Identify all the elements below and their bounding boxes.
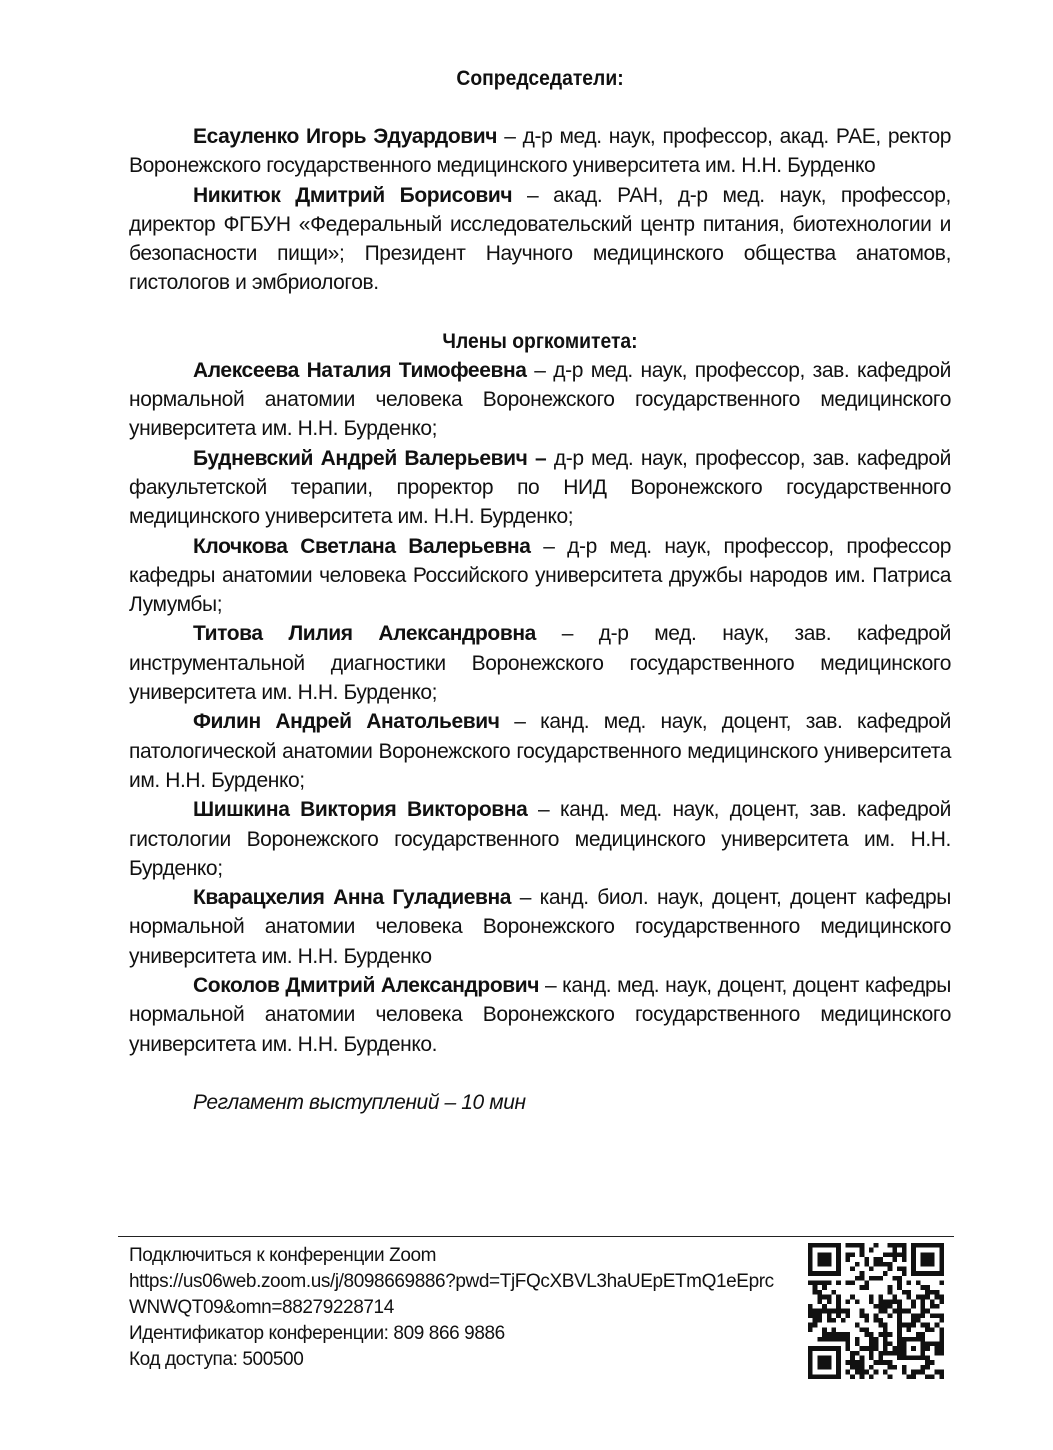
committee-heading: Члены оргкомитета: bbox=[442, 329, 638, 353]
zoom-footer bbox=[129, 1243, 789, 1373]
person-name: Соколов Дмитрий Александрович bbox=[193, 974, 540, 998]
person-description: – канд. мед. наук, доцент, зав. кафедрой патологической анатомии Воронежского государственного медицинского университета им. Н.Н. Бурденко; bbox=[129, 710, 952, 792]
zoom-url-line-1[interactable]: https://us06web.zoom.us/j/8098669886?pwd=TjFQcXBVL3haUEpETmQ1eEprc bbox=[129, 1271, 774, 1292]
person-name: Титова Лилия Александровна bbox=[193, 622, 536, 646]
zoom-connect-label: Подключиться к конференции Zoom bbox=[129, 1245, 437, 1266]
person-description: – д-р мед. наук, профессор, профессор кафедры анатомии человека Российского университета дружбы народов им. Патриса Лумумбы; bbox=[129, 534, 951, 617]
speech-regulation: Регламент выступлений – 10 мин bbox=[193, 1090, 526, 1114]
person-description: – д-р мед. наук, профессор, акад. РАЕ, ректор Воронежского государственного медицинского университета им. Н.Н. Бурденко bbox=[129, 125, 952, 178]
committee-member-entry bbox=[129, 444, 951, 532]
qr-code-icon[interactable] bbox=[808, 1243, 944, 1379]
person-description: – д-р мед. наук, зав. кафедрой инструментальной диагностики Воронежского государственного медицинского университета им. Н.Н. Бурденко; bbox=[129, 622, 951, 705]
committee-member-entry bbox=[129, 883, 951, 971]
person-name: Есауленко Игорь Эдуардович bbox=[193, 125, 498, 148]
committee-member-entry bbox=[129, 707, 951, 795]
committee-member-entry bbox=[129, 532, 951, 620]
committee-member-entry bbox=[129, 619, 951, 707]
person-description: – канд. мед. наук, доцент, доцент кафедры нормальной анатомии человека Воронежского государственного медицинского университета им. Н.Н. Бурденко. bbox=[129, 974, 951, 1056]
person-name: Будневский Андрей Валерьевич – bbox=[193, 446, 547, 470]
committee-member-entry bbox=[129, 795, 951, 883]
person-name: Никитюк Дмитрий Борисович bbox=[193, 183, 513, 207]
committee-member-entry bbox=[129, 971, 951, 1059]
person-name: Клочкова Светлана Валерьевна bbox=[193, 534, 531, 558]
zoom-access-code: Код доступа: 500500 bbox=[129, 1349, 304, 1370]
person-name: Алексеева Наталия Тимофеевна bbox=[193, 358, 527, 382]
person-description: – акад. РАН, д-р мед. наук, профессор, директор ФГБУН «Федеральный исследовательский центр питания, биотехнологии и безопасности пищи»; Президент Научного медицинского общества анатомов, гистологов и эмбриологов. bbox=[129, 183, 951, 295]
zoom-url-line-2[interactable]: WNWQT09&omn=88279228714 bbox=[129, 1297, 394, 1318]
person-name: Филин Андрей Анатольевич bbox=[193, 710, 500, 734]
person-name: Шишкина Виктория Викторовна bbox=[193, 798, 528, 822]
person-description: – д-р мед. наук, профессор, зав. кафедрой нормальной анатомии человека Воронежского государственного медицинского университета им. Н.Н. Бурденко; bbox=[129, 358, 951, 441]
person-name: Кварацхелия Анна Гуладиевна bbox=[193, 886, 512, 910]
footer-divider bbox=[118, 1236, 954, 1237]
person-description: д-р мед. наук, профессор, зав. кафедрой факультетской терапии, проректор по НИД Воронежского государственного медицинского университета им. Н.Н. Бурденко; bbox=[129, 446, 951, 529]
document-page bbox=[129, 64, 951, 1117]
zoom-conference-id: Идентификатор конференции: 809 866 9886 bbox=[129, 1323, 505, 1344]
person-description: – канд. биол. наук, доцент, доцент кафедры нормальной анатомии человека Воронежского государственного медицинского университета им. Н.Н. Бурденко bbox=[129, 886, 951, 968]
co-chair-entry bbox=[129, 181, 951, 298]
person-description: – канд. мед. наук, доцент, зав. кафедрой гистологии Воронежского государственного медицинского университета им. Н.Н. Бурденко; bbox=[129, 798, 952, 880]
committee-member-entry bbox=[129, 356, 951, 444]
co-chair-entry bbox=[129, 122, 951, 181]
co-chairs-heading: Сопредседатели: bbox=[456, 67, 624, 90]
